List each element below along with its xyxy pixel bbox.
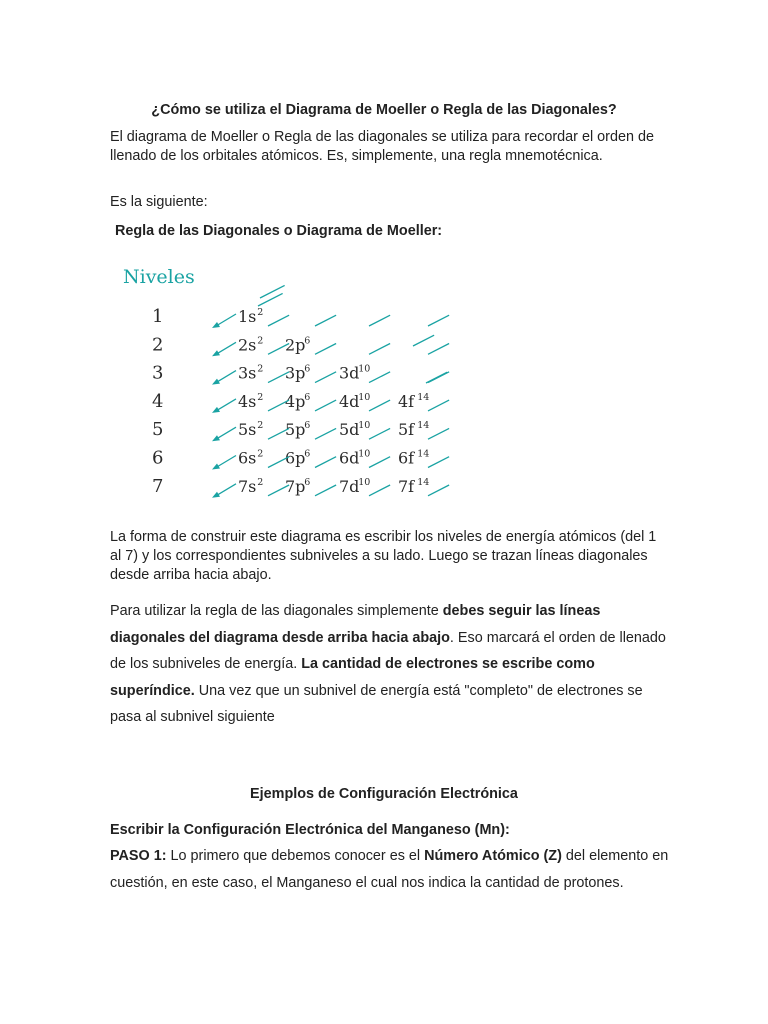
diagonal-arrow-line — [216, 456, 236, 468]
orbital-4d — [339, 392, 370, 411]
electron-count: 10 — [358, 391, 371, 403]
electron-count: 2 — [257, 420, 264, 432]
diagonal-line — [315, 372, 336, 383]
orbital-label: 4s — [238, 391, 257, 411]
orbital-4p — [285, 392, 310, 411]
usage-text-a: Para utilizar la regla de las diagonales simplemente — [110, 603, 443, 619]
diagonal-line — [428, 315, 449, 326]
page-heading: ¿Cómo se utiliza el Diagrama de Moeller o Regla de las Diagonales? — [151, 102, 617, 118]
orbital-7p — [285, 477, 310, 496]
diagonal-line — [369, 428, 390, 439]
diagonal-line — [315, 344, 336, 355]
arrow-head-icon — [212, 379, 220, 385]
electron-count: 10 — [358, 448, 371, 460]
diagonal-line — [428, 400, 449, 411]
orbital-3s — [238, 364, 263, 383]
electron-count: 14 — [417, 448, 430, 460]
orbital-7d — [339, 477, 370, 496]
examples-heading: Ejemplos de Configuración Electrónica — [250, 786, 518, 802]
electron-count: 6 — [304, 363, 311, 375]
orbital-6p — [285, 449, 310, 468]
electron-count: 10 — [358, 363, 371, 375]
electron-count: 2 — [257, 335, 264, 347]
usage-text-e: Una vez que un subnivel de energía está "completo" de electrones se pasa al subnivel siguiente — [110, 682, 643, 725]
diagonal-arrow-line — [216, 314, 236, 326]
usage-text-d: La cantidad de electrones se escribe como superíndice. — [110, 656, 595, 699]
orbital-4s — [238, 392, 263, 411]
electron-count: 6 — [304, 476, 311, 488]
level-number: 3 — [152, 362, 164, 384]
diagonal-line — [315, 315, 336, 326]
diagonal-arrow-line — [216, 484, 236, 496]
diagonal-arrow-line — [216, 342, 236, 354]
electron-count: 14 — [417, 391, 430, 403]
diagonal-line — [369, 457, 390, 468]
diagonal-line — [315, 485, 336, 496]
orbital-label: 3p — [285, 363, 306, 383]
diagonal-line — [260, 285, 285, 298]
level-number: 7 — [152, 475, 164, 497]
usage-paragraph — [110, 598, 670, 731]
diagonal-line — [428, 344, 449, 355]
diagonal-arrow-line — [216, 399, 236, 411]
orbital-1s — [238, 307, 263, 326]
diagonal-line — [369, 400, 390, 411]
orbital-3p — [285, 364, 310, 383]
usage-text-b: debes seguir las líneas diagonales del diagrama desde arriba hacia abajo — [110, 603, 601, 646]
orbital-5f — [398, 420, 429, 439]
orbital-2s — [238, 335, 263, 354]
diagonal-line — [369, 315, 390, 326]
orbital-label: 4f — [398, 391, 415, 411]
diagonal-line — [369, 344, 390, 355]
electron-count: 10 — [358, 420, 371, 432]
manganeso-heading: Escribir la Configuración Electrónica del Manganeso (Mn): — [110, 822, 510, 838]
diagonal-line — [315, 400, 336, 411]
diagram-heading: Regla de las Diagonales o Diagrama de Moeller: — [115, 223, 443, 239]
orbital-6d — [339, 449, 370, 468]
electron-count: 6 — [304, 448, 311, 460]
orbital-4f — [398, 392, 429, 411]
diagonal-line — [428, 485, 449, 496]
electron-count: 2 — [257, 307, 264, 318]
orbital-label: 7d — [339, 476, 360, 496]
paso1-text-c: del elemento en cuestión, en este caso, el Manganeso el cual nos indica la cantidad de protones. — [110, 848, 669, 891]
orbital-6s — [238, 449, 263, 468]
diagonal-line — [258, 293, 283, 306]
diagonal-line — [315, 457, 336, 468]
diagonal-line — [369, 372, 390, 383]
electron-count: 10 — [358, 476, 371, 488]
orbital-label: 5f — [398, 420, 415, 440]
orbital-label: 1s — [238, 307, 257, 326]
diagonal-line — [428, 428, 449, 439]
level-number: 4 — [152, 390, 164, 412]
orbital-label: 7p — [285, 476, 306, 496]
orbital-7s — [238, 477, 263, 496]
orbital-label: 5s — [238, 420, 257, 440]
orbital-5s — [238, 420, 263, 439]
electron-count: 14 — [417, 420, 430, 432]
level-number: 1 — [152, 306, 164, 327]
diagonal-arrow-line — [216, 427, 236, 439]
orbital-label: 4d — [339, 391, 360, 411]
es-la-siguiente-text: Es la siguiente: — [110, 194, 208, 210]
orbital-label: 3s — [238, 363, 257, 383]
orbital-label: 2s — [238, 335, 257, 355]
orbital-label: 6f — [398, 448, 415, 468]
arrow-head-icon — [212, 435, 220, 441]
paso1-label: PASO 1: — [110, 848, 167, 864]
orbital-7f — [398, 477, 429, 496]
electron-count: 14 — [417, 476, 430, 488]
electron-count: 2 — [257, 448, 264, 460]
diagonal-line — [315, 428, 336, 439]
electron-count: 2 — [257, 391, 264, 403]
moeller-diagram — [108, 258, 478, 508]
level-number: 6 — [152, 447, 164, 469]
orbital-label: 7s — [238, 476, 257, 496]
orbital-label: 6d — [339, 448, 360, 468]
paso1-text-b: Número Atómico (Z) — [424, 848, 562, 864]
orbital-label: 5p — [285, 420, 306, 440]
diagonal-line — [428, 457, 449, 468]
diagram-title: Niveles — [123, 266, 195, 288]
electron-count: 2 — [257, 363, 264, 375]
electron-count: 6 — [304, 335, 311, 347]
diagonal-line — [426, 372, 447, 383]
diagonal-arrow-line — [216, 371, 236, 383]
orbital-5p — [285, 420, 310, 439]
orbital-label: 5d — [339, 420, 360, 440]
orbital-label: 7f — [398, 476, 415, 496]
intro-paragraph: El diagrama de Moeller o Regla de las diagonales se utiliza para recordar el orden de llenado de los orbitales atómicos. Es, simplemente, una regla mnemotécnica. — [110, 129, 654, 164]
diagonal-line — [369, 485, 390, 496]
level-number: 2 — [152, 334, 164, 356]
construction-paragraph: La forma de construir este diagrama es escribir los niveles de energía atómicos (del 1 al 7) y los correspondientes subniveles a su lado. Luego se trazan líneas diagonales desde arriba hacia abajo. — [110, 529, 657, 583]
orbital-6f — [398, 449, 429, 468]
usage-text-c: . Eso marcará el orden de llenado de los subniveles de energía. — [110, 629, 666, 672]
orbital-2p — [285, 335, 310, 354]
paso1-paragraph — [110, 843, 670, 896]
paso1-text-a: Lo primero que debemos conocer es el — [166, 848, 425, 864]
electron-count: 6 — [304, 420, 311, 432]
electron-count: 6 — [304, 391, 311, 403]
orbital-5d — [339, 420, 370, 439]
diagonal-line — [268, 315, 289, 326]
orbital-label: 4p — [285, 391, 306, 411]
orbital-3d — [339, 364, 370, 383]
electron-count: 2 — [257, 476, 264, 488]
orbital-label: 3d — [339, 363, 360, 383]
orbital-label: 6p — [285, 448, 306, 468]
orbital-label: 2p — [285, 335, 306, 355]
level-number: 5 — [152, 419, 164, 441]
diagonal-line — [413, 335, 434, 346]
orbital-label: 6s — [238, 448, 257, 468]
